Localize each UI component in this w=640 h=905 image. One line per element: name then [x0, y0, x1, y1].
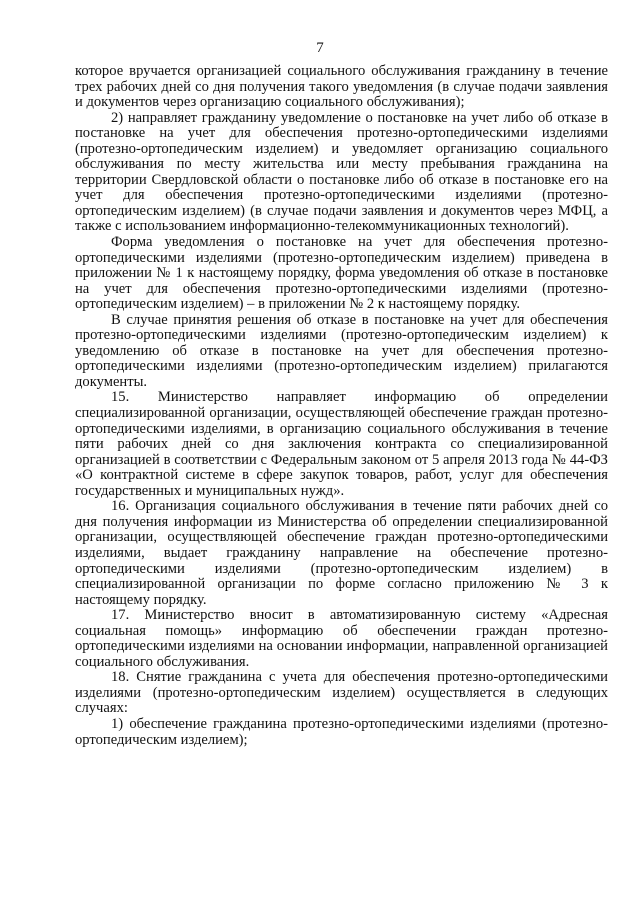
document-body: [75, 64, 608, 748]
paragraph-clause-16: 16. Организация социального обслуживания в течение пяти рабочих дней со дня получения информации из Министерства об определении специализированной организации, осуществляющей обеспечение граждан протезно-ортопедическими изделиями, выдает гражданину направление на обеспечение протезно-ортопедическими изделиями (протезно-ортопедическим изделием) в специализированной организации по форме согласно приложению № 3 к настоящему порядку.: [75, 498, 608, 608]
paragraph-continuation: которое вручается организацией социального обслуживания гражданину в течение трех рабочих дней со дня получения такого уведомления (в случае подачи заявления и документов через организацию социального обслуживания);: [75, 63, 608, 111]
paragraph-clause-17: 17. Министерство вносит в автоматизированную систему «Адресная социальная помощь» информацию об обеспечении граждан протезно-ортопедическими изделиями на основании информации, направленной организацией социального обслуживания.: [75, 607, 608, 670]
page-number: 7: [316, 40, 324, 56]
paragraph-item-2: 2) направляет гражданину уведомление о постановке на учет либо об отказе в постановке на учет для обеспечения протезно-ортопедическими изделиями (протезно-ортопедическим изделием) и уведомляет организацию социального обслуживания по месту жительства или месту пребывания гражданина на территории Свердловской области о постановке либо об отказе в постановке его на учет для обеспечения протезно-ортопедическими изделиями (протезно-ортопедическим изделием) (в случае подачи заявления и документов через МФЦ, а также с использованием информационно-телекоммуникационных технологий).: [75, 109, 608, 235]
paragraph-clause-15: 15. Министерство направляет информацию об определении специализированной организации, осуществляющей обеспечение граждан протезно-ортопедическими изделиями, в организацию социального обслуживания в течение пяти рабочих дней со дня заключения контракта со специализированной организацией в соответствии с Федеральным законом от 5 апреля 2013 года № 44-ФЗ «О контрактной системе в сфере закупок товаров, работ, услуг для обеспечения государственных и муниципальных нужд».: [75, 389, 608, 499]
paragraph-clause-18: 18. Снятие гражданина с учета для обеспечения протезно-ортопедическими изделиями (протезно-ортопедическим изделием) осуществляется в следующих случаях:: [75, 669, 608, 717]
paragraph-refusal-documents: В случае принятия решения об отказе в постановке на учет для обеспечения протезно-ортопедическими изделиями (протезно-ортопедическим изделием) к уведомлению об отказе в постановке на учет для обеспечения протезно-ортопедическими изделиями (протезно-ортопедическим изделием) прилагаются документы.: [75, 311, 608, 390]
paragraph-clause-18-item-1: 1) обеспечение гражданина протезно-ортопедическими изделиями (протезно-ортопедическим изделием);: [75, 715, 608, 748]
paragraph-notification-forms: Форма уведомления о постановке на учет для обеспечения протезно-ортопедическими изделиями (протезно-ортопедическим изделием) приведена в приложении № 1 к настоящему порядку, форма уведомления об отказе в постановке на учет для обеспечения протезно-ортопедическими изделиями (протезно-ортопедическим изделием) – в приложении № 2 к настоящему порядку.: [75, 234, 608, 313]
